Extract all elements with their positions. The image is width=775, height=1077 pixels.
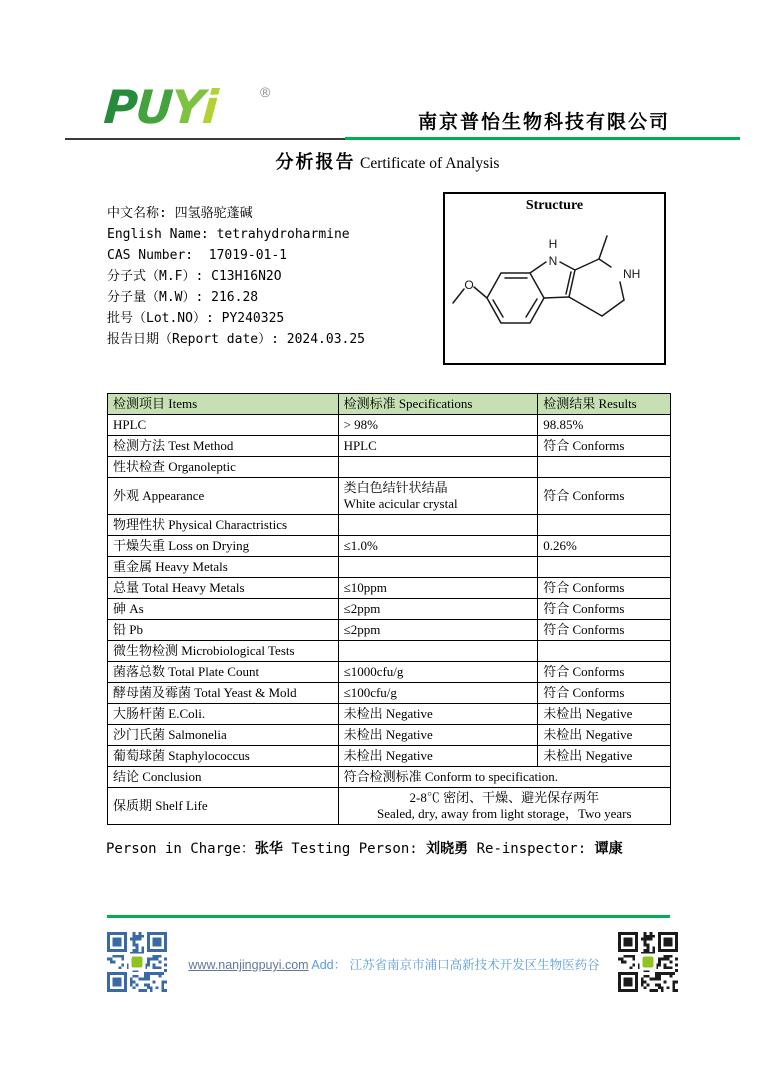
atom-label-nh: NH [623,267,641,281]
item-cell: 外观 Appearance [108,478,339,515]
spec-cell: 未检出 Negative [338,725,538,746]
qr-code-wechat [618,932,678,992]
table-row [108,599,671,620]
testing-person-name: 刘晓勇 [426,841,469,857]
item-cell: 结论 Conclusion [108,767,339,788]
signature-line [106,838,706,858]
spec-cell: ≤10ppm [338,578,538,599]
spec-cell [338,557,538,578]
molecule-drawing [447,220,662,350]
header-divider-green [345,137,740,140]
table-row [108,578,671,599]
item-cell: 铅 Pb [108,620,339,641]
product-info-line: 批号（Lot.NO）: PY240325 [107,311,285,326]
puyi-logo: PUYi [102,80,219,134]
company-name: 南京普怡生物科技有限公司 [417,112,670,133]
footer-link[interactable]: www.nanjingpuyi.com [188,958,309,972]
product-info-line: 报告日期（Report date）: 2024.03.25 [107,332,366,347]
product-info-line: 分子式（M.F）: C13H16N2O [107,269,282,284]
spec-cell: ≤1.0% [338,536,538,557]
item-cell: 重金属 Heavy Metals [108,557,339,578]
table-row [108,457,671,478]
reinspector-name: 谭康 [594,841,623,857]
product-info-line: CAS Number: 17019-01-1 [107,248,288,263]
spec-cell [338,457,538,478]
spec-cell: > 98% [338,415,538,436]
report-title-zh: 分析报告 [275,152,356,172]
spec-cell [338,515,538,536]
product-info-line: 分子量（M.W）: 216.28 [107,290,259,305]
header-divider [65,136,740,140]
footer-divider [107,915,670,918]
structure-box [443,192,666,365]
table-row [108,620,671,641]
item-cell: 酵母菌及霉菌 Total Yeast & Mold [108,683,339,704]
result-cell: 符合 Conforms [538,578,671,599]
table-row [108,725,671,746]
item-cell: 葡萄球菌 Staphylococcus [108,746,339,767]
table-row [108,662,671,683]
spec-cell: ≤100cfu/g [338,683,538,704]
spec-cell: 未检出 Negative [338,704,538,725]
product-info [107,203,365,350]
testing-person-label: Testing Person: [282,841,427,857]
table-row [108,436,671,457]
footer-text [178,955,610,973]
item-cell: HPLC [108,415,339,436]
spec-cell [338,641,538,662]
header-results: 检测结果 Results [538,394,671,415]
item-cell: 检测方法 Test Method [108,436,339,457]
spec-cell: 未检出 Negative [338,746,538,767]
product-info-line: English Name: tetrahydroharmine [107,227,350,242]
table-header-row [108,394,671,415]
table-row [108,536,671,557]
atom-label-h: H [548,237,558,251]
result-cell: 未检出 Negative [538,746,671,767]
person-in-charge-name: 张华 [254,841,283,857]
result-cell [538,557,671,578]
header-specifications: 检测标准 Specifications [338,394,538,415]
table-row [108,557,671,578]
table-row [108,683,671,704]
item-cell: 微生物检测 Microbiological Tests [108,641,339,662]
item-cell: 保质期 Shelf Life [108,788,339,825]
item-cell: 大肠杆菌 E.Coli. [108,704,339,725]
item-cell: 沙门氏菌 Salmonelia [108,725,339,746]
table-row [108,704,671,725]
item-cell: 干燥失重 Loss on Drying [108,536,339,557]
atom-label-o: O [464,278,474,292]
item-cell: 菌落总数 Total Plate Count [108,662,339,683]
result-cell: 98.85% [538,415,671,436]
spec-cell: ≤1000cfu/g [338,662,538,683]
reinspector-label: Re-inspector: [468,841,595,857]
result-cell: 0.26% [538,536,671,557]
item-cell: 性状检查 Organoleptic [108,457,339,478]
result-cell: 符合 Conforms [538,478,671,515]
qr-code-website [107,932,167,992]
atom-label-n: N [548,254,558,268]
coa-table-body [108,415,671,825]
item-cell: 总量 Total Heavy Metals [108,578,339,599]
result-cell [538,457,671,478]
table-row [108,515,671,536]
result-cell: 符合 Conforms [538,662,671,683]
table-row [108,746,671,767]
spec-cell: 2-8℃ 密闭、干燥、避光保存两年 Sealed, dry, away from light storage，Two years [338,788,670,825]
table-row [108,767,671,788]
structure-title: Structure [525,198,584,213]
table-row [108,415,671,436]
result-cell [538,515,671,536]
product-info-line: 中文名称: 四氢骆驼蓬碱 [107,206,253,221]
coa-table [107,393,671,825]
spec-cell: ≤2ppm [338,620,538,641]
table-row [108,641,671,662]
registered-trademark-icon: ® [260,84,271,100]
report-title-en: Certificate of Analysis [359,155,500,172]
spec-cell: 符合检测标准 Conform to specification. [338,767,670,788]
result-cell: 符合 Conforms [538,683,671,704]
person-in-charge-label: Person in Charge： [106,841,255,857]
result-cell [538,641,671,662]
report-title [0,148,775,174]
result-cell: 符合 Conforms [538,599,671,620]
result-cell: 符合 Conforms [538,436,671,457]
spec-cell: ≤2ppm [338,599,538,620]
result-cell: 符合 Conforms [538,620,671,641]
spec-cell: 类白色结针状结晶 White acicular crystal [338,478,538,515]
table-row [108,788,671,825]
footer-address: 江苏省南京市浦口高新技术开发区生物医药谷 [349,958,600,972]
header-divider-dark [65,138,345,140]
footer-address-label: Add： [308,958,350,972]
result-cell: 未检出 Negative [538,725,671,746]
item-cell: 砷 As [108,599,339,620]
header-items: 检测项目 Items [108,394,339,415]
table-row [108,478,671,515]
spec-cell: HPLC [338,436,538,457]
result-cell: 未检出 Negative [538,704,671,725]
item-cell: 物理性状 Physical Charactristics [108,515,339,536]
